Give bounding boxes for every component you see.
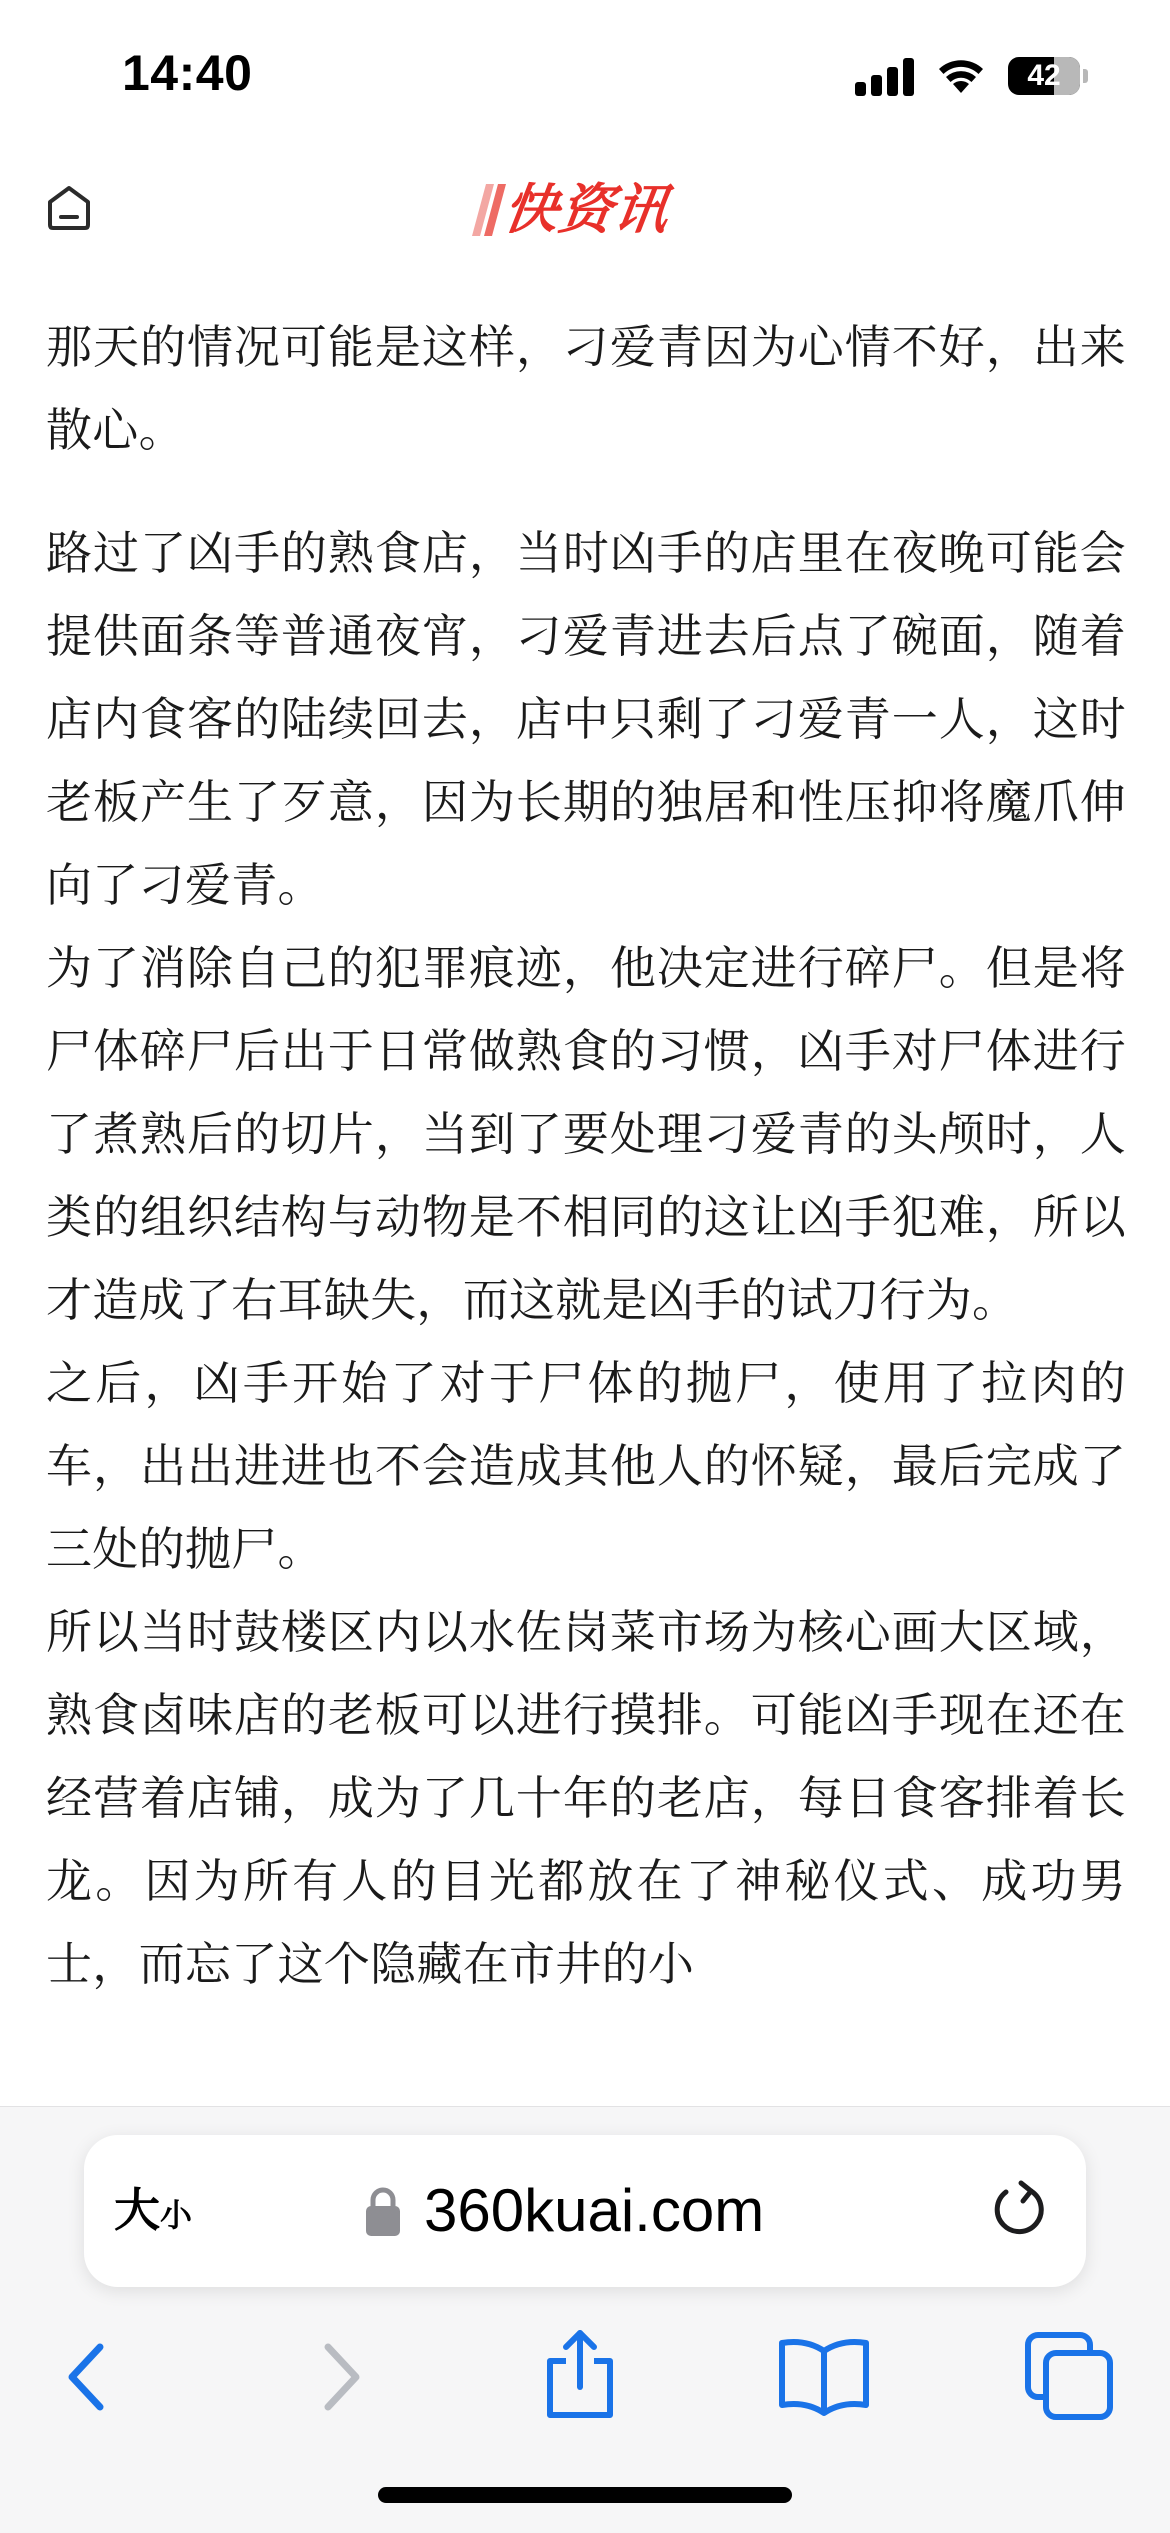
browser-toolbar [0, 2307, 1170, 2447]
article-paragraph: 那天的情况可能是这样，刁爱青因为心情不好，出来散心。 [46, 320, 1126, 457]
reload-icon[interactable] [986, 2177, 1052, 2243]
lock-icon [364, 2185, 402, 2237]
battery-cap [1083, 69, 1088, 83]
battery-percentage: 42 [1027, 59, 1061, 92]
text-size-large-label: 大 [114, 2183, 160, 2237]
article-paragraph: 之后，凶手开始了对于尸体的抛尸，使用了拉肉的车，出出进进也不会造成其他人的怀疑，最后完成了三处的抛尸。 [46, 1356, 1126, 1576]
share-icon[interactable] [530, 2325, 630, 2425]
article-paragraph: 所以当时鼓楼区内以水佐岗菜市场为核心画大区域，熟食卤味店的老板可以进行摸排。可能凶手现在还在经营着店铺，成为了几十年的老店，每日食客排着长龙。因为所有人的目光都放在了神秘仪式、成功男士，而忘了这个隐藏在市井的小 [46, 1605, 1126, 1991]
text-size-small-label: 小 [160, 2196, 193, 2234]
site-header [0, 160, 1170, 270]
site-logo[interactable] [472, 178, 702, 242]
chevron-left-icon[interactable] [38, 2325, 138, 2425]
article-paragraph: 为了消除自己的犯罪痕迹，他决定进行碎尸。但是将尸体碎尸后出于日常做熟食的习惯，凶手对尸体进行了煮熟后的切片，当到了要处理刁爱青的头颅时，人类的组织结构与动物是不相同的这让凶手犯难，所以才造成了右耳缺失，而这就是凶手的试刀行为。 [46, 941, 1126, 1327]
url-text[interactable]: 360kuai.com [424, 2177, 765, 2244]
wifi-icon [937, 55, 985, 95]
home-indicator [378, 2487, 792, 2503]
address-bar[interactable] [84, 2135, 1086, 2287]
book-icon[interactable] [774, 2325, 874, 2425]
home-icon[interactable] [44, 183, 94, 233]
status-time: 14:40 [122, 45, 253, 101]
status-bar [0, 0, 1170, 150]
battery-icon [1008, 57, 1080, 95]
chevron-right-icon[interactable] [290, 2325, 390, 2425]
logo-text: 快资讯 [499, 178, 674, 241]
article-paragraph: 路过了凶手的熟食店，当时凶手的店里在夜晚可能会提供面条等普通夜宵，刁爱青进去后点了碗面，随着店内食客的陆续回去，店中只剩了刁爱青一人，这时老板产生了歹意，因为长期的独居和性压抑将魔爪伸向了刁爱青。 [46, 526, 1126, 912]
article-body [46, 306, 1126, 2006]
tabs-icon[interactable] [1020, 2325, 1120, 2425]
browser-bottom-bar [0, 2106, 1170, 2533]
cellular-signal-icon [855, 58, 915, 96]
text-size-button[interactable] [114, 2179, 192, 2246]
